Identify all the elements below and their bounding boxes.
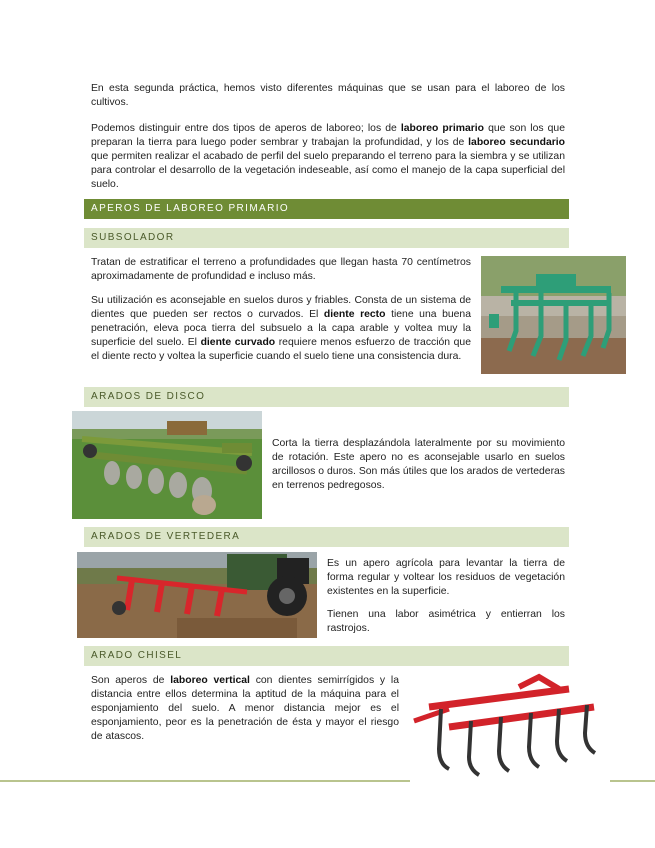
heading-arados-vertedera: ARADOS DE VERTEDERA	[84, 527, 569, 547]
bold-term: laboreo primario	[400, 123, 485, 134]
vertedera-paragraph-2: Tienen una labor asimétrica y entierran los rastrojos.	[327, 609, 565, 634]
text-run: Podemos distinguir entre dos tipos de aperos de laboreo; los de	[91, 123, 401, 134]
intro-paragraph-1: En esta segunda práctica, hemos visto diferentes máquinas que se usan para el laboreo de los cultivos.	[91, 83, 565, 108]
text-run: que permiten realizar el acabado de perfil del suelo preparando el terreno para la siembra y se utilizan para controlar el desarrollo de la vegetación indeseable, así como el manejo de la capa superficial del suelo.	[91, 151, 565, 190]
text-run: que son los que preparan la tierra para luego poder sembrar y trabajan la profundidad, y los de	[91, 123, 565, 148]
subsolador-image	[481, 256, 626, 374]
heading-arado-chisel: ARADO CHISEL	[84, 646, 569, 666]
text-run: tiene una buena penetración, eleva poca tierra del subsuelo a la capa arable y voltea muy la superficie del suelo. El	[91, 309, 471, 348]
disco-paragraph-1: Corta la tierra desplazándola lateralmente por su movimiento de rotación. Este apero no es aconsejable usarlo en suelos arcillosos o duros. Son más útiles que los arados de vertederas en terrenos pedregosos.	[272, 438, 565, 491]
bold-term: laboreo secundario	[468, 137, 565, 148]
chisel-paragraph-1	[91, 674, 399, 744]
bold-term: laboreo vertical	[170, 675, 250, 686]
text-run: Su utilización es aconsejable en suelos duros y friables. Consta de un sistema de dientes que pueden ser rectos o curvados. El	[91, 295, 471, 320]
heading-arados-disco: ARADOS DE DISCO	[84, 387, 569, 407]
section-heading-primary: APEROS DE LABOREO PRIMARIO	[84, 199, 569, 219]
footer-rule-right	[610, 780, 655, 782]
text-run: con dientes semirrígidos y la distancia entre ellos determina la aptitud de la máquina para el esponjamiento del suelo. A menor distancia mejor es el esponjamiento, peor es la penetración de ésta y mayor el riesgo de atascos.	[91, 675, 400, 742]
text-run: Son aperos de	[91, 675, 171, 686]
arado-disco-image	[72, 411, 262, 519]
text-run: requiere menos esfuerzo de tracción que el diente recto y voltea la superficie cuando el suelo tiene una consistencia dura.	[91, 337, 471, 362]
bold-term: diente recto	[323, 309, 386, 320]
subsolador-paragraph-1: Tratan de estratificar el terreno a profundidades que llegan hasta 70 centímetros aproximadamente de profundidad e incluso más.	[91, 257, 471, 282]
arado-chisel-image	[409, 669, 609, 781]
arado-vertedera-image	[77, 552, 317, 638]
intro-paragraph-2	[91, 122, 565, 192]
footer-rule-left	[0, 780, 410, 782]
heading-subsolador: SUBSOLADOR	[84, 228, 569, 248]
subsolador-paragraph-2	[91, 294, 471, 364]
vertedera-paragraph-1: Es un apero agrícola para levantar la tierra de forma regular y voltear los residuos de vegetación existentes en la superficie.	[327, 558, 565, 597]
bold-term: diente curvado	[200, 337, 276, 348]
